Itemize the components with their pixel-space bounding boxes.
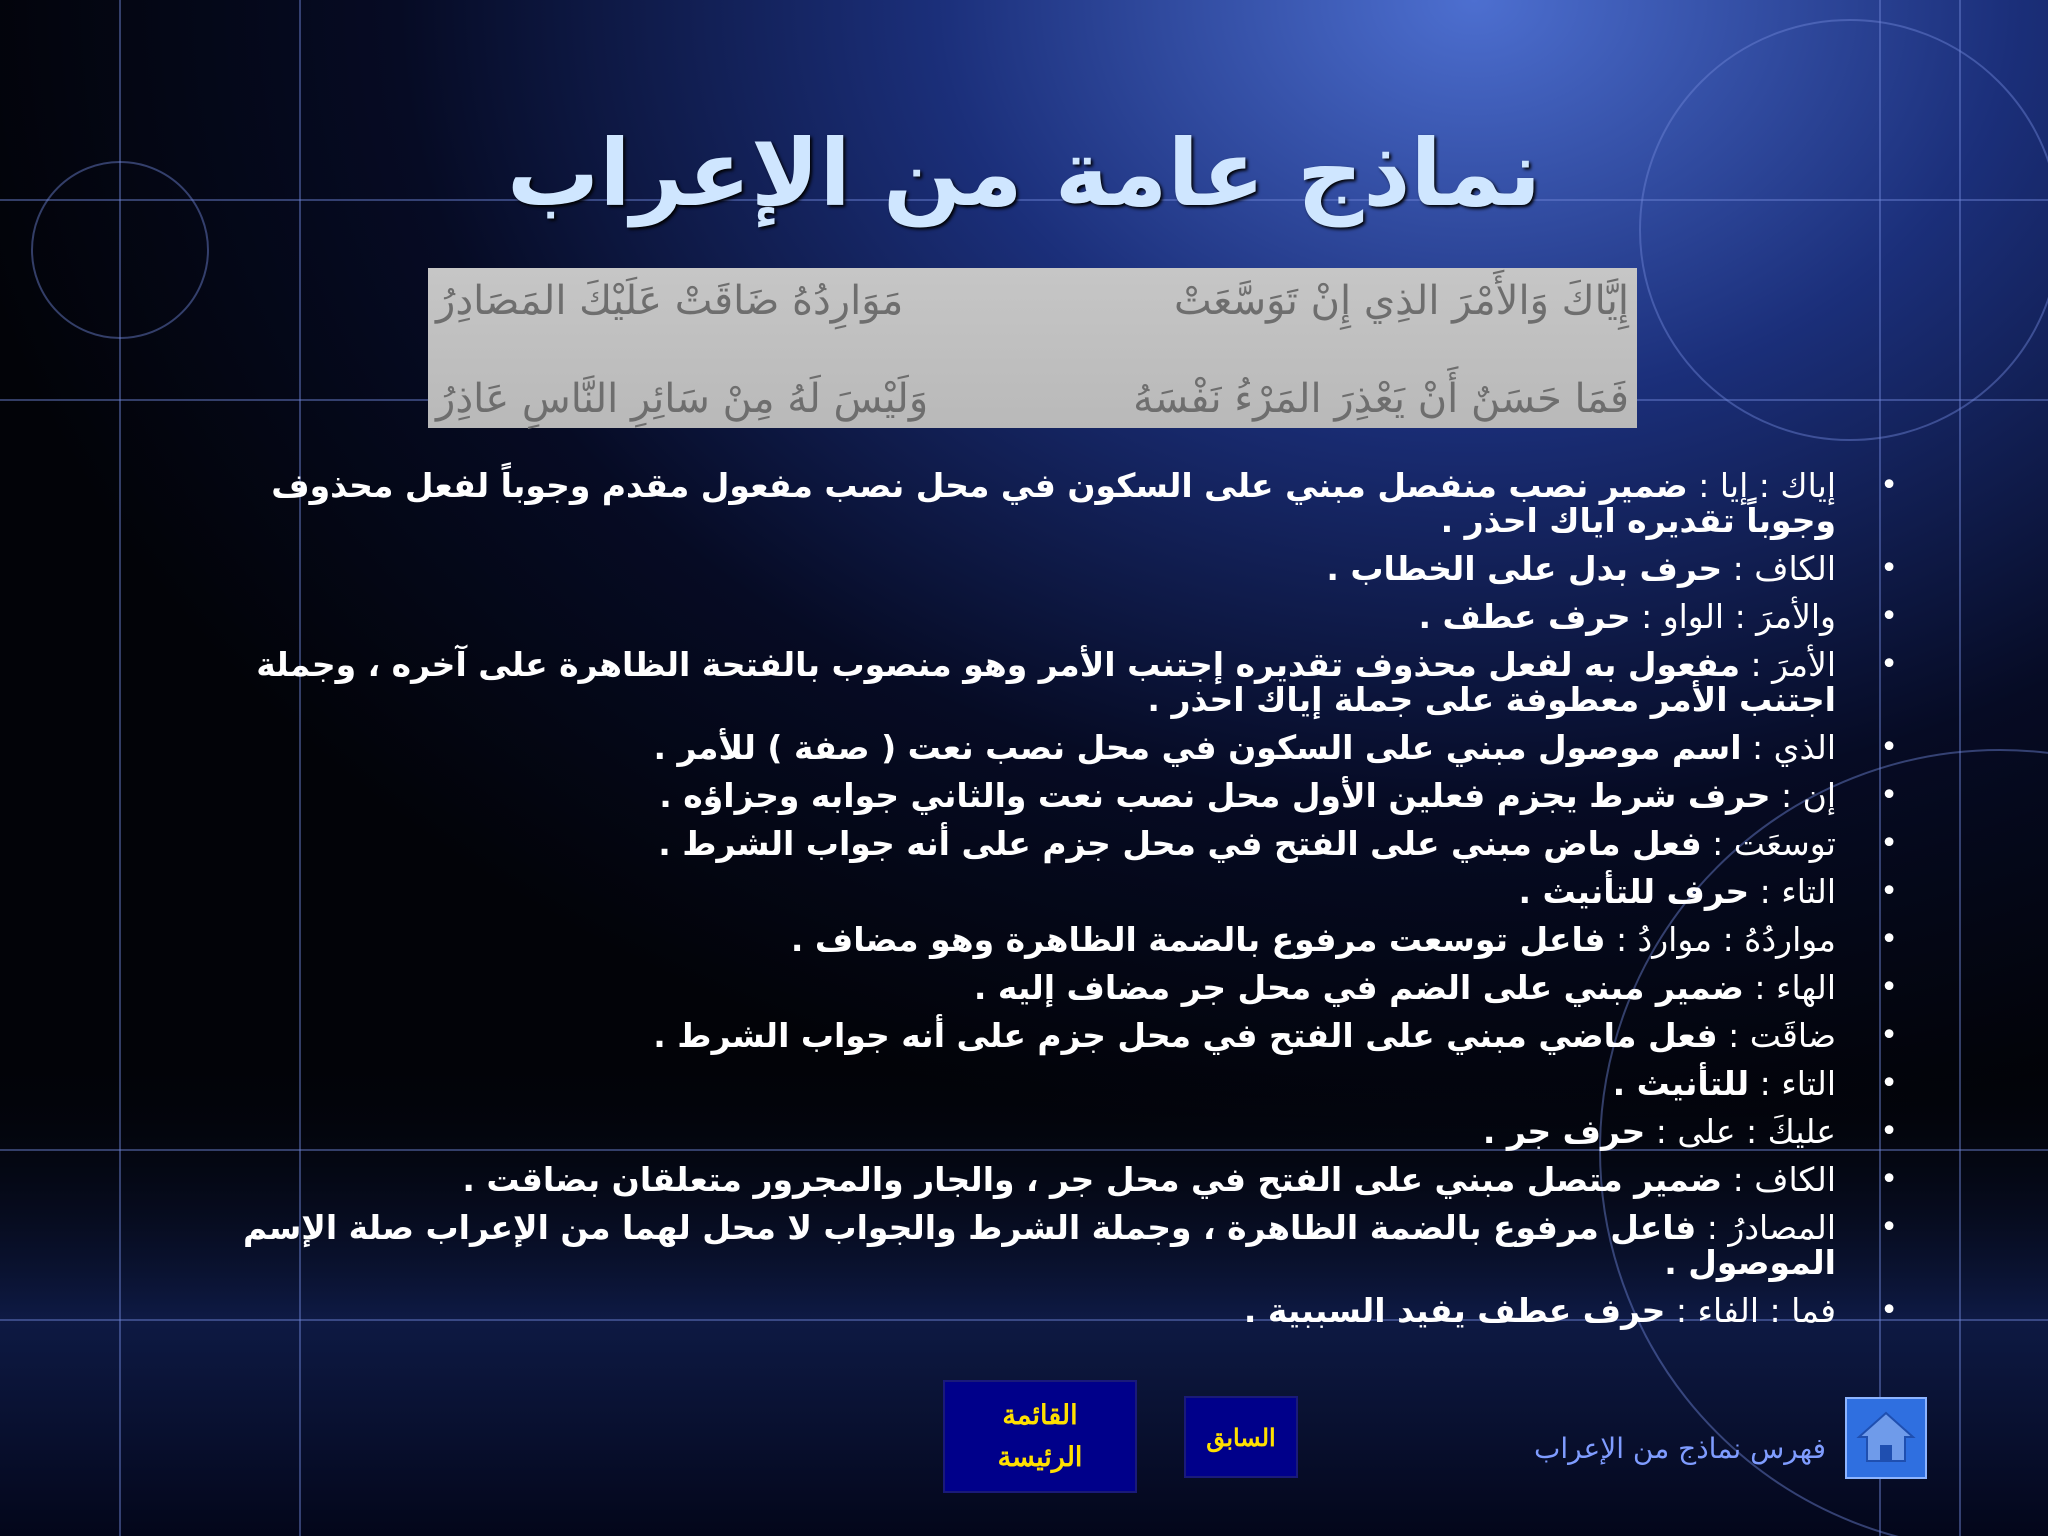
list-item: [178, 970, 1898, 1005]
item-description: حرف بدل على الخطاب .: [1326, 549, 1723, 588]
list-item: [178, 1066, 1898, 1101]
list-item: [178, 874, 1898, 909]
home-button[interactable]: [1845, 1397, 1927, 1479]
poem-line-1-first-hemistich: إِيَّاكَ وَالأَمْرَ الذِي إِنْ تَوَسَّعَتْ: [1174, 278, 1629, 324]
main-menu-button[interactable]: [943, 1380, 1137, 1493]
previous-button[interactable]: السابق: [1184, 1396, 1298, 1478]
item-description: فعل ماضي مبني على الفتح في محل جزم على أنه جواب الشرط .: [653, 1016, 1718, 1055]
item-word: الأمرَ :: [1740, 645, 1836, 684]
list-item: [178, 778, 1898, 813]
item-word: إن :: [1770, 776, 1836, 815]
poem-image: [428, 268, 1637, 428]
item-word: والأمرَ : الواو :: [1630, 597, 1836, 636]
item-description: حرف شرط يجزم فعلين الأول محل نصب نعت والثاني جوابه وجزاؤه .: [659, 776, 1771, 815]
item-description: فاعل توسعت مرفوع بالضمة الظاهرة وهو مضاف .: [790, 920, 1606, 959]
item-description: ضمير متصل مبني على الفتح في محل جر ، والجار والمجرور متعلقان بضاقت .: [462, 1160, 1723, 1199]
item-description: اسم موصول مبني على السكون في محل نصب نعت ( صفة ) للأمر .: [653, 728, 1742, 767]
item-word: الهاء :: [1743, 968, 1836, 1007]
item-word: التاء :: [1749, 1064, 1836, 1103]
list-item: [178, 922, 1898, 957]
item-description: مفعول به لفعل محذوف تقديره إجتنب الأمر وهو منصوب بالفتحة الظاهرة على آخره ، وجملة اجتنب الأمر معطوفة على جملة إياك احذر .: [256, 645, 1836, 719]
item-description: ضمير نصب منفصل مبني على السكون في محل نصب مفعول مقدم وجوباً لفعل محذوف وجوباً تقديره اياك احذر .: [271, 466, 1836, 540]
list-item: [178, 730, 1898, 765]
poem-line-1: [428, 278, 1637, 324]
item-description: حرف للتأنيث .: [1518, 872, 1750, 911]
list-item: [178, 647, 1898, 717]
index-link[interactable]: فهرس نماذج من الإعراب: [1533, 1432, 1826, 1465]
item-description: حرف عطف يفيد السببية .: [1243, 1291, 1666, 1330]
list-item: [178, 1293, 1898, 1328]
item-description: ضمير مبني على الضم في محل جر مضاف إليه .: [973, 968, 1744, 1007]
item-description: للتأنيث .: [1612, 1064, 1750, 1103]
list-item: [178, 468, 1898, 538]
main-menu-label-line-2: الرئيسة: [997, 1441, 1083, 1473]
item-word: الكاف :: [1722, 1160, 1836, 1199]
item-description: حرف عطف .: [1418, 597, 1631, 636]
list-item: [178, 1162, 1898, 1197]
main-menu-label-line-1: القائمة: [1002, 1399, 1078, 1431]
item-word: مواردُهُ : مواردُ :: [1605, 920, 1836, 959]
item-description: فاعل مرفوع بالضمة الظاهرة ، وجملة الشرط والجواب لا محل لهما من الإعراب صلة الإسم الموصول .: [242, 1208, 1836, 1282]
item-word: ضاقَت :: [1717, 1016, 1836, 1055]
item-word: إياك : إيا :: [1687, 466, 1836, 505]
item-description: فعل ماض مبني على الفتح في محل جزم على أنه جواب الشرط .: [658, 824, 1702, 863]
item-word: المصادرُ :: [1696, 1208, 1836, 1247]
poem-line-2-first-hemistich: فَمَا حَسَنٌ أَنْ يَعْذِرَ المَرْءُ نَفْسَهُ: [1133, 376, 1629, 422]
list-item: [178, 1210, 1898, 1280]
item-description: حرف جر .: [1482, 1112, 1646, 1151]
parsing-list: [178, 468, 1898, 1341]
home-icon: [1847, 1399, 1925, 1477]
item-word: التاء :: [1749, 872, 1836, 911]
item-word: الذي :: [1741, 728, 1836, 767]
poem-line-1-second-hemistich: مَوَارِدُهُ ضَاقَتْ عَلَيْكَ المَصَادِرُ: [436, 278, 904, 324]
item-word: الكاف :: [1722, 549, 1836, 588]
item-word: توسعَت :: [1701, 824, 1836, 863]
poem-line-2: [428, 376, 1637, 422]
list-item: [178, 1114, 1898, 1149]
list-item: [178, 599, 1898, 634]
item-word: عليكَ : على :: [1645, 1112, 1836, 1151]
item-word: فما : الفاء :: [1665, 1291, 1836, 1330]
list-item: [178, 1018, 1898, 1053]
poem-line-2-second-hemistich: وَلَيْسَ لَهُ مِنْ سَائِرِ النَّاسِ عَاذِرُ: [436, 376, 929, 422]
list-item: [178, 826, 1898, 861]
page-title: نماذج عامة من الإعراب: [506, 120, 1542, 227]
list-item: [178, 551, 1898, 586]
main-menu-label: [998, 1395, 1083, 1479]
